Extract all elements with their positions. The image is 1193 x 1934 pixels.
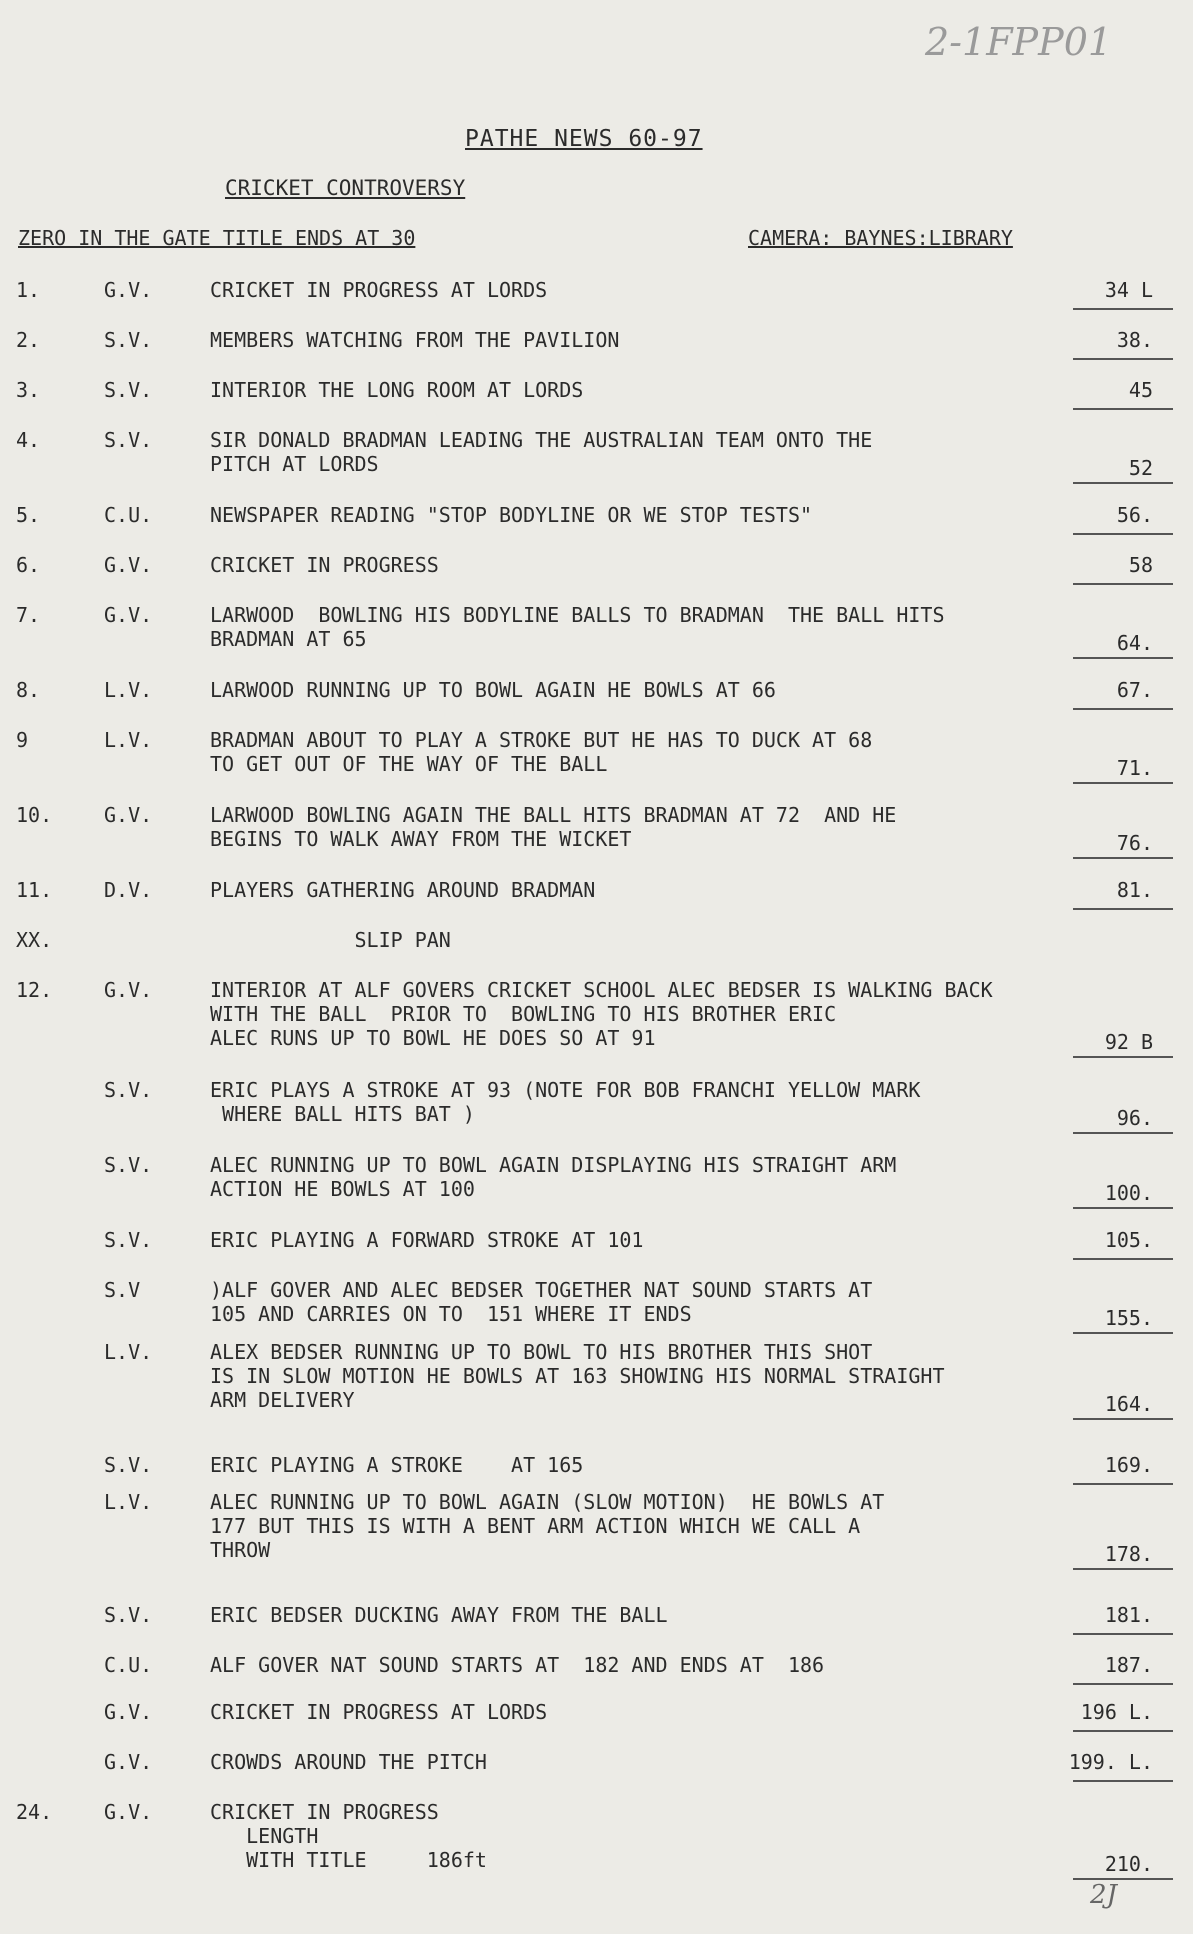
footage-underline	[1073, 1878, 1173, 1880]
footage-underline	[1073, 1633, 1173, 1635]
shot-type: G.V.	[104, 603, 153, 627]
footage-underline	[1073, 358, 1173, 360]
shot-num: 12.	[16, 978, 53, 1002]
shot-type: S.V.	[104, 428, 153, 452]
shot-desc: LARWOOD RUNNING UP TO BOWL AGAIN HE BOWLS AT 66	[210, 678, 776, 702]
shot-desc: INTERIOR THE LONG ROOM AT LORDS	[210, 378, 584, 402]
camera-line: CAMERA: BAYNES:LIBRARY	[748, 226, 1013, 250]
shot-num: 7.	[16, 603, 41, 627]
shot-footage: 76.	[1116, 831, 1153, 855]
shot-type: C.U.	[104, 1653, 153, 1677]
shot-footage: 181.	[1104, 1603, 1153, 1627]
shot-desc: BRADMAN ABOUT TO PLAY A STROKE BUT HE HAS TO DUCK AT 68 TO GET OUT OF THE WAY OF THE BALL	[210, 728, 873, 776]
footage-underline	[1073, 1132, 1173, 1134]
shot-footage: 81.	[1116, 878, 1153, 902]
shot-type: L.V.	[104, 728, 153, 752]
shot-type: C.U.	[104, 503, 153, 527]
shot-footage: 56.	[1116, 503, 1153, 527]
shot-desc: LARWOOD BOWLING HIS BODYLINE BALLS TO BRADMAN THE BALL HITS BRADMAN AT 65	[210, 603, 945, 651]
footage-underline	[1073, 657, 1173, 659]
shot-footage: 169.	[1104, 1453, 1153, 1477]
footage-underline	[1073, 1056, 1173, 1058]
shot-num: 9	[16, 728, 29, 752]
footage-underline	[1073, 1418, 1173, 1420]
document-title: PATHE NEWS 60-97	[465, 126, 703, 152]
shot-footage: 92 B	[1104, 1030, 1153, 1054]
shot-desc: MEMBERS WATCHING FROM THE PAVILION	[210, 328, 620, 352]
shot-footage: 100.	[1104, 1181, 1153, 1205]
shot-type: G.V.	[104, 1750, 153, 1774]
handwritten-reference: 2-1FPP01	[925, 20, 1113, 64]
shot-type: G.V.	[104, 1700, 153, 1724]
shot-type: G.V.	[104, 803, 153, 827]
zero-gate-line: ZERO IN THE GATE TITLE ENDS AT 30	[18, 226, 416, 250]
shot-desc: CRICKET IN PROGRESS AT LORDS	[210, 278, 548, 302]
shot-type: S.V.	[104, 1153, 153, 1177]
shot-type: L.V.	[104, 1490, 153, 1514]
shot-desc: NEWSPAPER READING "STOP BODYLINE OR WE STOP TESTS"	[210, 503, 813, 527]
shot-footage: 210.	[1104, 1852, 1153, 1876]
shot-num: 6.	[16, 553, 41, 577]
shot-desc: SLIP PAN	[210, 928, 451, 952]
shot-num: 4.	[16, 428, 41, 452]
shot-footage: 196 L.	[1080, 1700, 1153, 1724]
footage-underline	[1073, 1780, 1173, 1782]
shot-num: 1.	[16, 278, 41, 302]
shot-footage: 67.	[1116, 678, 1153, 702]
shot-type: L.V.	[104, 1340, 153, 1364]
shot-num: 2.	[16, 328, 41, 352]
shot-desc: PLAYERS GATHERING AROUND BRADMAN	[210, 878, 596, 902]
shot-type: D.V.	[104, 878, 153, 902]
shot-type: S.V.	[104, 1228, 153, 1252]
shot-desc: LARWOOD BOWLING AGAIN THE BALL HITS BRADMAN AT 72 AND HE BEGINS TO WALK AWAY FROM THE WICKET	[210, 803, 897, 851]
footage-underline	[1073, 1483, 1173, 1485]
footage-underline	[1073, 1730, 1173, 1732]
footage-underline	[1073, 533, 1173, 535]
shot-footage: 64.	[1116, 631, 1153, 655]
shot-num: 8.	[16, 678, 41, 702]
shot-footage: 105.	[1104, 1228, 1153, 1252]
footage-underline	[1073, 782, 1173, 784]
shot-footage: 45	[1128, 378, 1153, 402]
shot-type: S.V.	[104, 1078, 153, 1102]
footage-underline	[1073, 857, 1173, 859]
shot-desc: ALF GOVER NAT SOUND STARTS AT 182 AND ENDS AT 186	[210, 1653, 825, 1677]
shot-type: S.V.	[104, 1453, 153, 1477]
shot-type: S.V.	[104, 378, 153, 402]
footage-underline	[1073, 1207, 1173, 1209]
shot-footage: 96.	[1116, 1106, 1153, 1130]
shot-num: XX.	[16, 928, 53, 952]
footage-underline	[1073, 308, 1173, 310]
shot-footage: 178.	[1104, 1542, 1153, 1566]
shot-num: 5.	[16, 503, 41, 527]
shot-type: G.V.	[104, 553, 153, 577]
footage-underline	[1073, 1332, 1173, 1334]
footage-underline	[1073, 408, 1173, 410]
shot-footage: 199. L.	[1068, 1750, 1153, 1774]
shot-type: L.V.	[104, 678, 153, 702]
shot-footage: 34 L	[1104, 278, 1153, 302]
shot-desc: ALEC RUNNING UP TO BOWL AGAIN (SLOW MOTION) HE BOWLS AT 177 BUT THIS IS WITH A BENT ARM ACTION WHICH WE CALL A THROW	[210, 1490, 885, 1562]
shot-footage: 164.	[1104, 1392, 1153, 1416]
footer-initials: 2J	[1090, 1880, 1117, 1910]
footage-underline	[1073, 482, 1173, 484]
shot-type: S.V.	[104, 328, 153, 352]
shot-num: 3.	[16, 378, 41, 402]
shot-type: G.V.	[104, 978, 153, 1002]
shot-desc: ERIC PLAYING A FORWARD STROKE AT 101	[210, 1228, 644, 1252]
shot-type: G.V.	[104, 1800, 153, 1824]
shot-desc: INTERIOR AT ALF GOVERS CRICKET SCHOOL ALEC BEDSER IS WALKING BACK WITH THE BALL PRIOR TO BOWLING TO HIS BROTHER ERIC ALEC RUNS UP TO BOWL HE DOES SO AT 91	[210, 978, 993, 1050]
shot-footage: 38.	[1116, 328, 1153, 352]
shot-type: S.V.	[104, 1603, 153, 1627]
shot-footage: 187.	[1104, 1653, 1153, 1677]
footage-underline	[1073, 1568, 1173, 1570]
shot-footage: 58	[1128, 553, 1153, 577]
footage-underline	[1073, 1683, 1173, 1685]
shot-num: 11.	[16, 878, 53, 902]
shot-desc: )ALF GOVER AND ALEC BEDSER TOGETHER NAT SOUND STARTS AT 105 AND CARRIES ON TO 151 WHERE IT ENDS	[210, 1278, 873, 1326]
shot-type: G.V.	[104, 278, 153, 302]
shot-footage: 155.	[1104, 1306, 1153, 1330]
shot-desc: CRICKET IN PROGRESS	[210, 553, 439, 577]
shot-type: S.V	[104, 1278, 141, 1302]
shot-desc: ERIC PLAYS A STROKE AT 93 (NOTE FOR BOB FRANCHI YELLOW MARK WHERE BALL HITS BAT )	[210, 1078, 921, 1126]
shot-desc: ERIC BEDSER DUCKING AWAY FROM THE BALL	[210, 1603, 668, 1627]
shot-desc: CRICKET IN PROGRESS AT LORDS	[210, 1700, 548, 1724]
shot-desc: ALEC RUNNING UP TO BOWL AGAIN DISPLAYING HIS STRAIGHT ARM ACTION HE BOWLS AT 100	[210, 1153, 897, 1201]
shot-desc: ALEX BEDSER RUNNING UP TO BOWL TO HIS BROTHER THIS SHOT IS IN SLOW MOTION HE BOWLS AT 163 SHOWING HIS NORMAL STRAIGHT ARM DELIVERY	[210, 1340, 945, 1412]
shot-desc: CRICKET IN PROGRESS LENGTH WITH TITLE 186ft	[210, 1800, 487, 1872]
shot-footage: 52	[1128, 456, 1153, 480]
footage-underline	[1073, 583, 1173, 585]
shot-num: 10.	[16, 803, 53, 827]
footage-underline	[1073, 908, 1173, 910]
document-subtitle: CRICKET CONTROVERSY	[225, 176, 466, 200]
shot-desc: ERIC PLAYING A STROKE AT 165	[210, 1453, 584, 1477]
footage-underline	[1073, 708, 1173, 710]
shot-desc: CROWDS AROUND THE PITCH	[210, 1750, 487, 1774]
shot-footage: 71.	[1116, 756, 1153, 780]
shot-num: 24.	[16, 1800, 53, 1824]
footage-underline	[1073, 1258, 1173, 1260]
shot-desc: SIR DONALD BRADMAN LEADING THE AUSTRALIAN TEAM ONTO THE PITCH AT LORDS	[210, 428, 873, 476]
